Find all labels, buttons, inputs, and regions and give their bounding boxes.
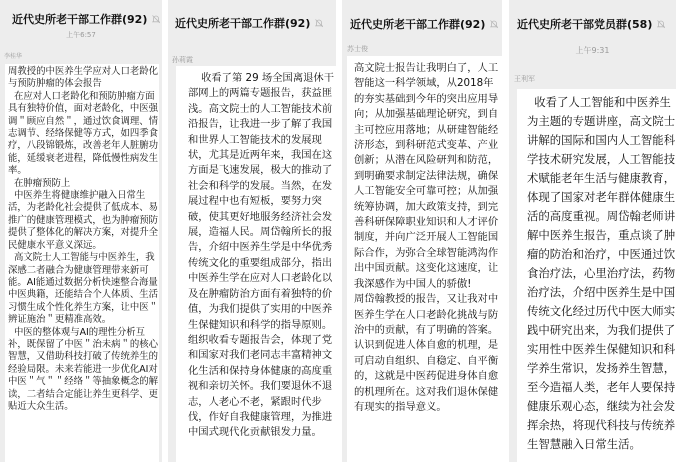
- mute-bell-icon: [489, 19, 499, 29]
- mute-bell-icon: [151, 14, 161, 24]
- message-bubble[interactable]: 收看了人工智能和中医养生为主题的专题讲座，高文院士讲解的国际和国内人工智能科学技术研究发展，人工智能技术赋能老年生活与健康教育，体现了国家对老年群体健康生活的高度重视。周岱翰老师讲解中医养生报告，重点谈了肿瘤的防治和治疗，中医通过饮食治疗法，心里治疗法，药物治疗法，介绍中医养生是中国传统文化经过历代中医大师实践中研究出来，为我们提供了实用性中医养生保健知识和科学养生常识，发扬养生智慧，至今造福人类，老年人要保持健康乐观心态，继续为社会发挥余热，将现代科技与传统养生智慧融入日常生活。: [517, 89, 676, 462]
- chat-panel-1: [0, 0, 162, 462]
- chat-title: 近代史所老干部工作群(92): [350, 18, 486, 31]
- mute-bell-icon: [314, 18, 324, 28]
- chat-header[interactable]: [175, 15, 324, 31]
- message-bubble[interactable]: 周教授的中医养生学应对人口老龄化与预防肿瘤的体会报告 在应对人口老龄化和预防肿瘤方面具有独特价值，面对老龄化，中医强调＂顾应自然＂，通过饮食调理、情志调节、经络保健等方式，如四季食疗，八段锦锻炼，改善老年人脏腑功能，延缓衰老进程，降低慢性病发生率。 在肿瘤预防上 中医养生将健康维护融入日常生活，为老龄化社会提供了低成本、易推广的健康管理模式，也为肿瘤预防提供了整体化的解决方案，对提升全民健康水平意义深远。 高文院士人工智能与中医养生，我深感二者融合为健康管理带来新可能。AI能通过数据分析快速整合海量中医典籍，还能结合个人体质、生活习惯生成个性化养生方案，让中医＂辨证施治＂更精准高效。 中医的整体观与AI的理性分析互补，既保留了中医＂治未病＂的核心智慧，又借助科技打破了传统养生的经验局限。未来若能进一步优化AI对中医＂气＂＂经络＂等抽象概念的解读，二者结合定能让养生更科学、更贴近大众生活。: [5, 64, 159, 462]
- chat-header[interactable]: [517, 16, 666, 32]
- sender-name: 孙莉霞: [172, 56, 193, 64]
- chat-panel-2: [168, 0, 336, 462]
- mute-bell-icon: [656, 19, 666, 29]
- chat-title: 近代史所老干部工作群(92): [175, 17, 311, 30]
- chat-header[interactable]: [350, 16, 499, 32]
- message-timestamp: 上午6:57: [66, 31, 96, 39]
- message-bubble[interactable]: 收看了第 29 场全国离退休干部网上的两篇专题报告，获益匪浅。高文院士的人工智能技术前沿报告，让我进一步了解了我国和世界人工智能技术的发展现状，尤其是近两年来，我国在这方面是飞速发展，极大的推动了社会和科学的发展。当然，在发展过程中也有短板，要努力突破，使其更好地服务经济社会发展，造福人民。周岱翰所长的报告，介绍中医养生学是中华优秀传统文化的重要组成部分，指出中医养生学在应对人口老龄化以及在肿瘤防治方面有着独特的价值，为我们提供了实用的中医养生保健知识和科学的指导原则。组织收看专题报告会，体现了党和国家对我们老同志丰富精神文化生活和保持身体健康的高度重视和亲切关怀。我们要退休不退志，人老心不老，紧跟时代步伐，作好自我健康管理，为推进中国式现代化贡献银发力量。: [176, 66, 336, 462]
- chat-panel-3: [342, 0, 502, 462]
- sender-name: 李桂华: [4, 53, 23, 60]
- chat-title: 近代史所老干部工作群(92): [12, 13, 148, 26]
- chat-title: 近代史所老干部党员群(58): [517, 18, 653, 31]
- sender-name: 王利军: [514, 75, 535, 83]
- message-timestamp: 上午9:31: [575, 46, 610, 55]
- chat-panel-4: [509, 0, 676, 462]
- chat-header[interactable]: [12, 11, 161, 27]
- message-bubble[interactable]: 高文院士报告让我明白了，人工智能这一科学领域，从2018年的夯实基础到今年的突出应用导向；从加强基础理论研究，到自主可控应用落地；从研建智能经济形态，到科研范式变革、产业创新；从潜在风险研判和防范，到明确要求制定法律法规，确保人工智能安全可靠可控；从加强统筹协调，加大政策支持，到完善科研保障职业知识和人才评价制度，并向广泛开展人工智能国际合作，为弥合全球智能鸿沟作出中国贡献。这变化这速度，让我深感作为中国人的骄傲! 周岱翰教授的报告，又让我对中医养生学在人口老龄化挑战与防治中的贡献，有了明确的答案。认识到促进人体自愈的机理，是可启动自组织、自稳定、自平衡的，这就是中医药促进身体自愈的机理所在。这对我们退休保健有现实的指导意义。: [347, 56, 502, 462]
- sender-name: 苏士俊: [347, 45, 368, 53]
